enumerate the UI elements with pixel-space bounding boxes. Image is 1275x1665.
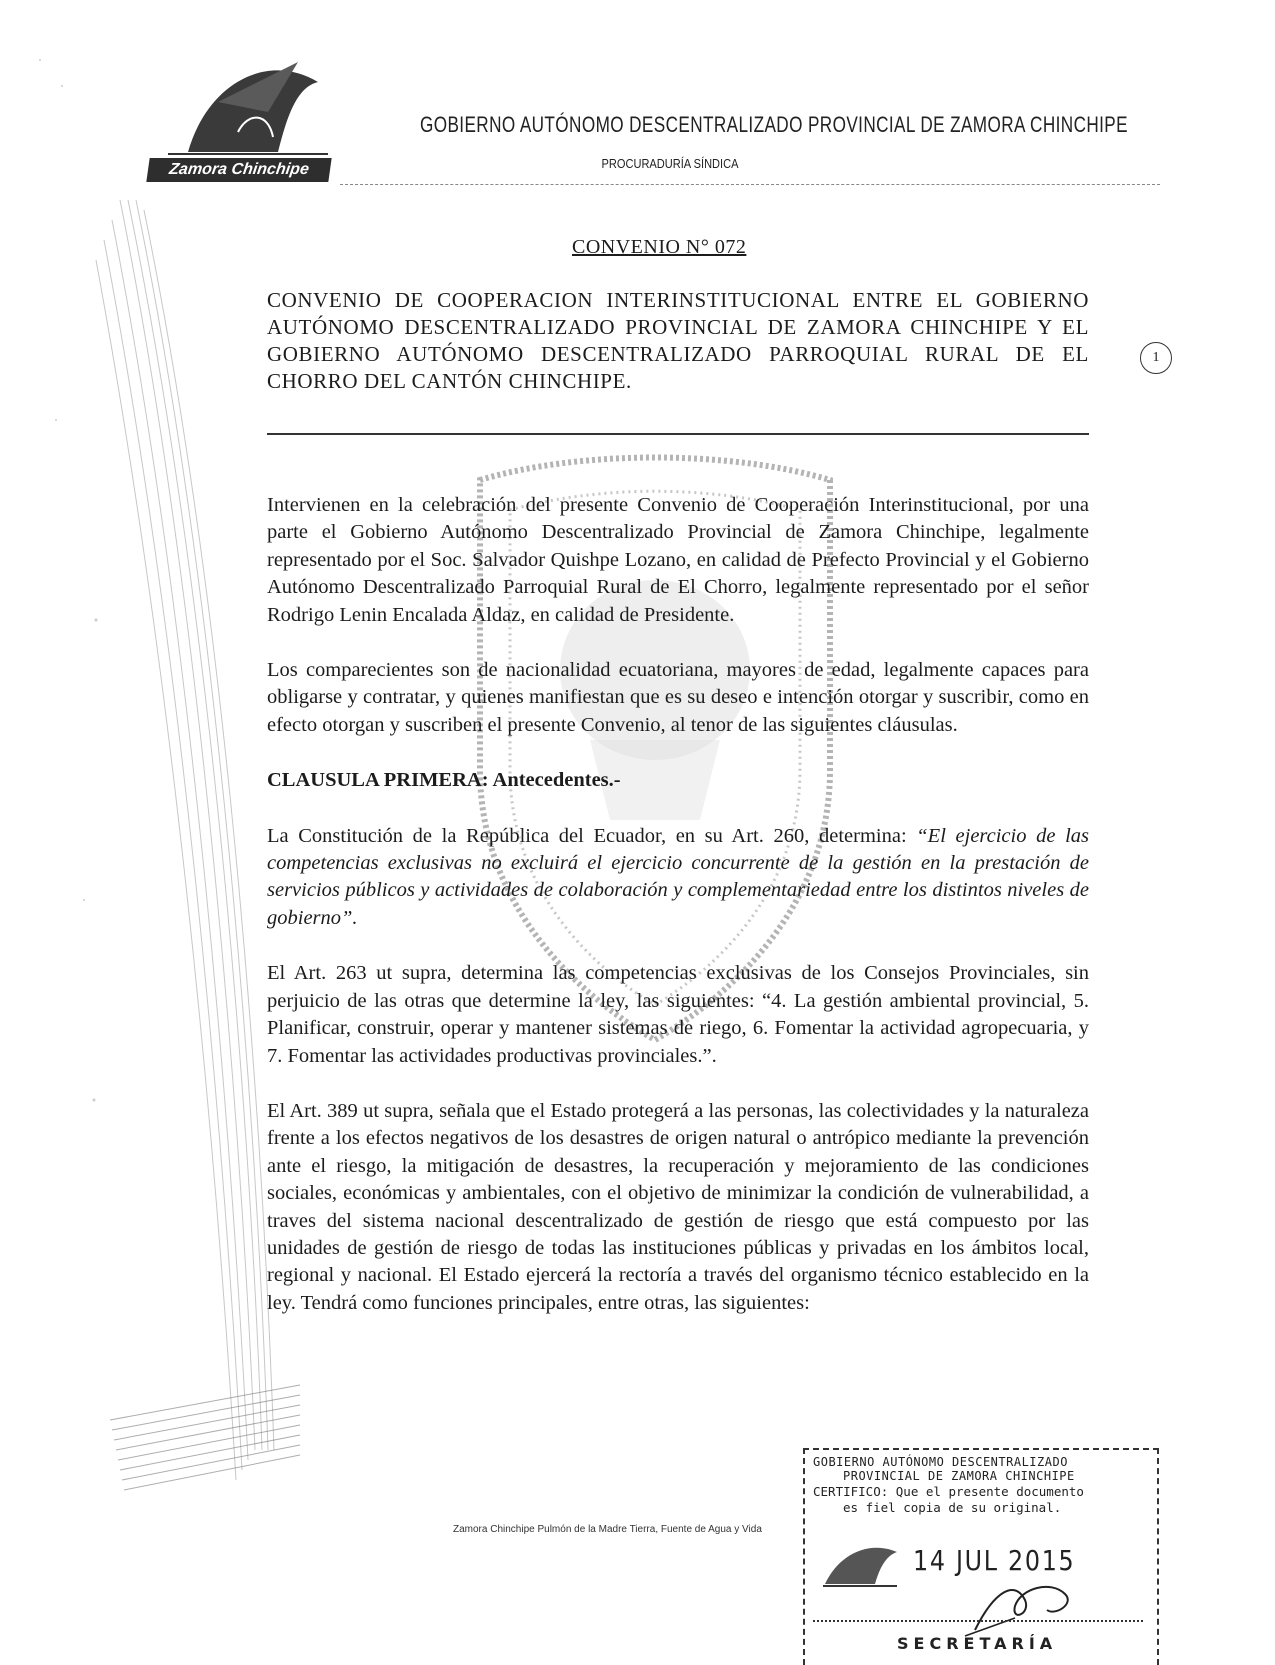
art-260-lead: La Constitución de la República del Ecuador, en su Art. 260, determina:: [267, 824, 917, 847]
header-divider: [340, 184, 1160, 185]
convenio-number: CONVENIO N° 072: [572, 236, 747, 258]
institution-title: GOBIERNO AUTÓNOMO DESCENTRALIZADO PROVINCIAL DE ZAMORA CHINCHIPE: [420, 112, 1128, 137]
paragraph-comparecientes: Los comparecientes son de nacionalidad ecuatoriana, mayores de edad, legalmente capaces para obligarse y contratar, y quienes manifiestan que es su deseo e intención otorgar y suscribir, como en efecto otorgan y suscriben el presente Convenio, al tenor de las siguientes cláusulas.: [267, 659, 1089, 736]
signature-icon: [955, 1570, 1105, 1640]
convenio-title: CONVENIO DE COOPERACION INTERINSTITUCIONAL ENTRE EL GOBIERNO AUTÓNOMO DESCENTRALIZADO PROVINCIAL DE ZAMORA CHINCHIPE Y EL GOBIERNO AUTÓNOMO DESCENTRALIZADO PARROQUIAL RURAL DE EL CHORRO DEL CANTÓN CHINCHIPE.: [267, 288, 1089, 393]
page-number: 1: [1140, 342, 1172, 374]
institution-subtitle: PROCURADURÍA SÍNDICA: [601, 156, 739, 171]
stamp-date: 14 JUL 2015: [913, 1544, 1076, 1577]
provincial-logo: [148, 42, 338, 182]
document-body: [267, 492, 1089, 1345]
stamp-emblem-icon: [819, 1534, 901, 1590]
certification-stamp: [803, 1448, 1159, 1665]
logo-emblem-icon: [148, 42, 338, 162]
stamp-line-3: CERTIFICO: Que el presente documento: [813, 1484, 1084, 1499]
clause-heading: CLAUSULA PRIMERA: Antecedentes.-: [267, 769, 621, 792]
paragraph-parties: Intervienen en la celebración del presente Convenio de Cooperación Interinstitucional, por una parte el Gobierno Autónomo Descentralizado Provincial de Zamora Chinchipe, legalmente representado por el Soc. Salvador Quishpe Lozano, en calidad de Prefecto Provincial y el Gobierno Autónomo Descentralizado Parroquial Rural de El Chorro, legalmente representado por el señor Rodrigo Lenin Encalada Aldaz, en calidad de Presidente.: [267, 494, 1089, 626]
logo-label: Zamora Chinchipe: [146, 158, 331, 182]
paragraph-art-260: [267, 823, 1089, 933]
art-260-quote: “El ejercicio de las competencias exclusivas no excluirá el ejercicio concurrente de la gestión en la prestación de servicios públicos y actividades de colaboración y complementariedad entre los distintos niveles de gobierno”.: [267, 824, 1090, 929]
stamp-line-4: es fiel copia de su original.: [843, 1500, 1062, 1515]
paragraph-art-389: El Art. 389 ut supra, señala que el Estado protegerá a las personas, las colectividades y la naturaleza frente a los efectos negativos de los desastres de origen natural o antrópico mediante la prevención ante el riesgo, la mitigación de desastres, la recuperación y mejoramiento de las condiciones sociales, económicas y ambientales, con el objetivo de minimizar la condición de vulnerabilidad, a traves del sistema nacional descentralizado de gestión de riesgo que está compuesto por las unidades de gestión de riesgo de todas las instituciones públicas y privadas en los ámbitos local, regional y nacional. El Estado ejercerá la rectoría a través del organismo técnico establecido en la ley. Tendrá como funciones principales, entre otras, las siguientes:: [267, 1099, 1089, 1314]
footer-slogan: Zamora Chinchipe Pulmón de la Madre Tierra, Fuente de Agua y Vida: [453, 1524, 762, 1535]
stamp-dotted-line: [813, 1620, 1143, 1622]
stamp-line-1: GOBIERNO AUTÓNOMO DESCENTRALIZADO: [813, 1455, 1068, 1469]
stamp-office: SECRETARÍA: [897, 1634, 1058, 1653]
paragraph-art-263: El Art. 263 ut supra, determina las competencias exclusivas de los Consejos Provinciales, sin perjuicio de las otras que determine la ley, las siguientes: “4. La gestión ambiental provincial, 5. Planificar, construir, operar y mantener sistemas de riego, 6. Fomentar la actividad agropecuaria, y 7. Fomentar las actividades productivas provinciales.”.: [267, 962, 1089, 1067]
stamp-line-2: PROVINCIAL DE ZAMORA CHINCHIPE: [843, 1469, 1075, 1483]
title-divider: [267, 433, 1089, 435]
